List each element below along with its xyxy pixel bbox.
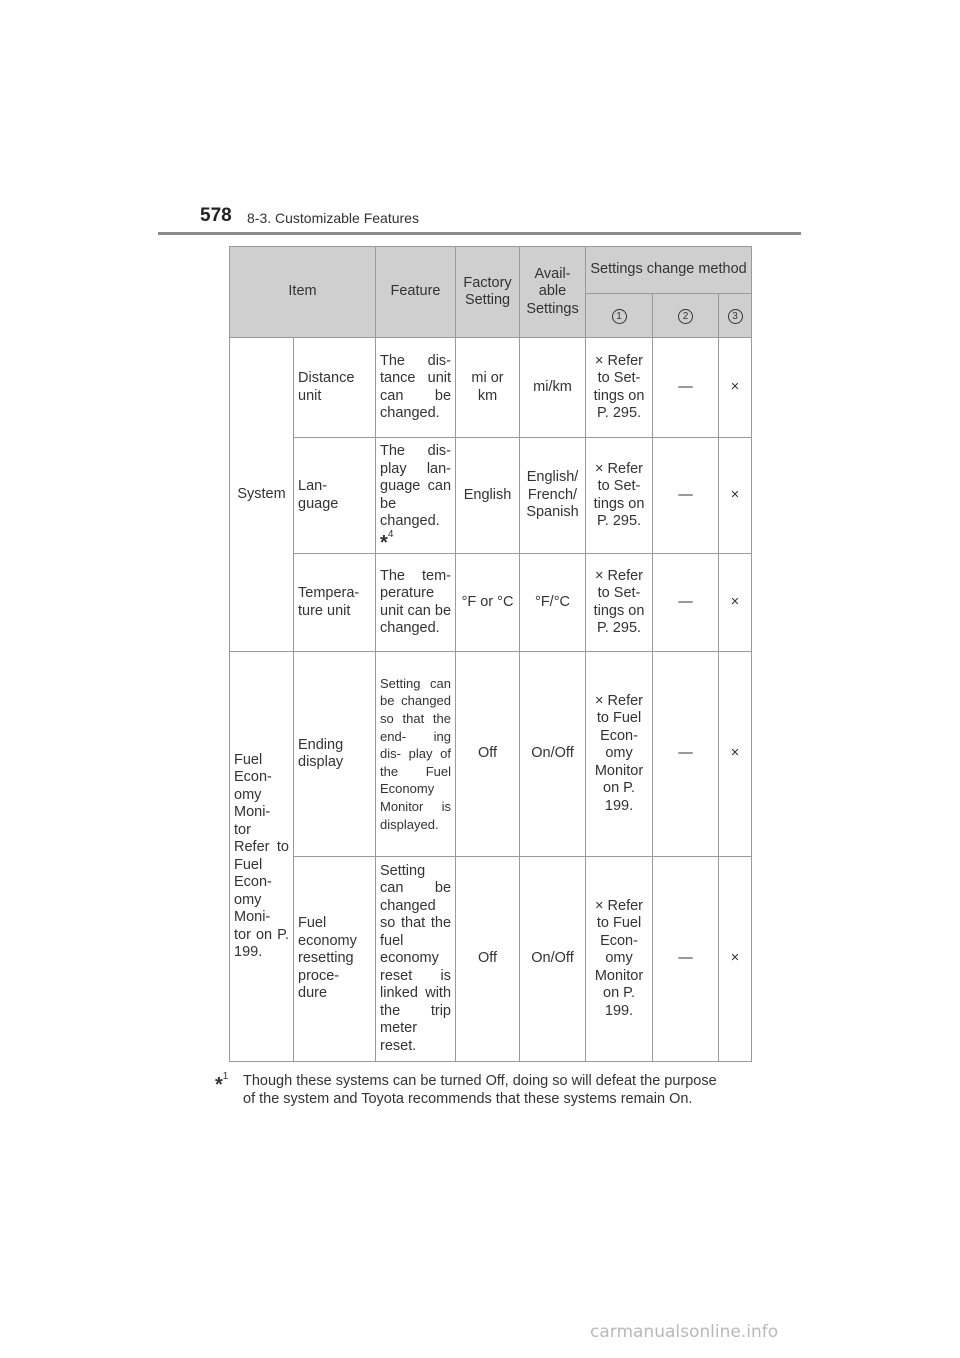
settings-table — [229, 246, 752, 1062]
feature-description: The dis- tance unit can be changed. — [376, 338, 456, 438]
method-2: — — [653, 652, 719, 857]
method-2: — — [653, 554, 719, 652]
method-2: — — [653, 438, 719, 554]
table-row — [230, 438, 752, 554]
watermark: carmanualsonline.info — [590, 1322, 779, 1342]
footnote-number: 1 — [222, 1071, 229, 1083]
circled-number-3: 3 — [728, 309, 743, 324]
feature-description: Setting can be changed so that the fuel economy reset is linked with the trip meter reset. — [376, 857, 456, 1062]
header-item: Item — [230, 247, 376, 338]
feature-description — [376, 438, 456, 554]
group-fuel-economy-monitor: Fuel Econ- omy Moni- tor Refer to Fuel Econ- omy Moni- tor on P. 199. — [230, 652, 294, 1062]
factory-setting: mi or km — [456, 338, 520, 438]
feature-description: The tem- perature unit can be changed. — [376, 554, 456, 652]
note-asterisk: * — [380, 531, 388, 554]
feature-description: Setting can be changed so that the end- ing dis- play of the Fuel Economy Monitor is displayed. — [376, 652, 456, 857]
factory-setting: Off — [456, 857, 520, 1062]
method-3: × — [719, 438, 752, 554]
description-text: The dis- play lan- guage can be changed. — [380, 443, 452, 529]
circled-number-2: 2 — [678, 309, 693, 324]
method-1: × Refer to Fuel Econ- omy Monitor on P. 199. — [586, 652, 653, 857]
table-row — [230, 857, 752, 1062]
method-2: — — [653, 338, 719, 438]
item-name: Lan- guage — [294, 438, 376, 554]
method-3: × — [719, 338, 752, 438]
note-number: 4 — [387, 528, 394, 540]
available-settings: English/ French/ Spanish — [520, 438, 586, 554]
page-number: 578 — [200, 205, 232, 226]
available-settings: mi/km — [520, 338, 586, 438]
factory-setting: English — [456, 438, 520, 554]
header-available-settings: Avail- able Settings — [520, 247, 586, 338]
method-1: × Refer to Set- tings on P. 295. — [586, 338, 653, 438]
header-method-3 — [719, 294, 752, 338]
group-system: System — [230, 338, 294, 652]
method-3: × — [719, 857, 752, 1062]
header-method-1 — [586, 294, 653, 338]
header-feature: Feature — [376, 247, 456, 338]
method-3: × — [719, 554, 752, 652]
footnote — [215, 1072, 755, 1108]
item-name: Ending display — [294, 652, 376, 857]
method-1: × Refer to Set- tings on P. 295. — [586, 554, 653, 652]
item-name: Fuel economy resetting proce- dure — [294, 857, 376, 1062]
item-name: Tempera- ture unit — [294, 554, 376, 652]
available-settings: °F/°C — [520, 554, 586, 652]
factory-setting: °F or °C — [456, 554, 520, 652]
method-1: × Refer to Set- tings on P. 295. — [586, 438, 653, 554]
header-rule — [158, 232, 801, 235]
item-name: Distance unit — [294, 338, 376, 438]
header-method-2 — [653, 294, 719, 338]
table-row — [230, 652, 752, 857]
table-row — [230, 554, 752, 652]
factory-setting: Off — [456, 652, 520, 857]
header-factory-setting: Factory Setting — [456, 247, 520, 338]
section-title: 8-3. Customizable Features — [247, 210, 419, 226]
method-1: × Refer to Fuel Econ- omy Monitor on P. 199. — [586, 857, 653, 1062]
available-settings: On/Off — [520, 652, 586, 857]
footnote-line-2: of the system and Toyota recommends that these systems remain On. — [243, 1091, 693, 1107]
table-row — [230, 338, 752, 438]
footnote-line-1: Though these systems can be turned Off, doing so will defeat the purpose — [243, 1073, 717, 1089]
method-3: × — [719, 652, 752, 857]
footnote-marker — [215, 1071, 229, 1096]
method-2: — — [653, 857, 719, 1062]
circled-number-1: 1 — [612, 309, 627, 324]
header-settings-change-method: Settings change method — [586, 247, 752, 294]
footnote-asterisk: * — [215, 1074, 223, 1096]
available-settings: On/Off — [520, 857, 586, 1062]
